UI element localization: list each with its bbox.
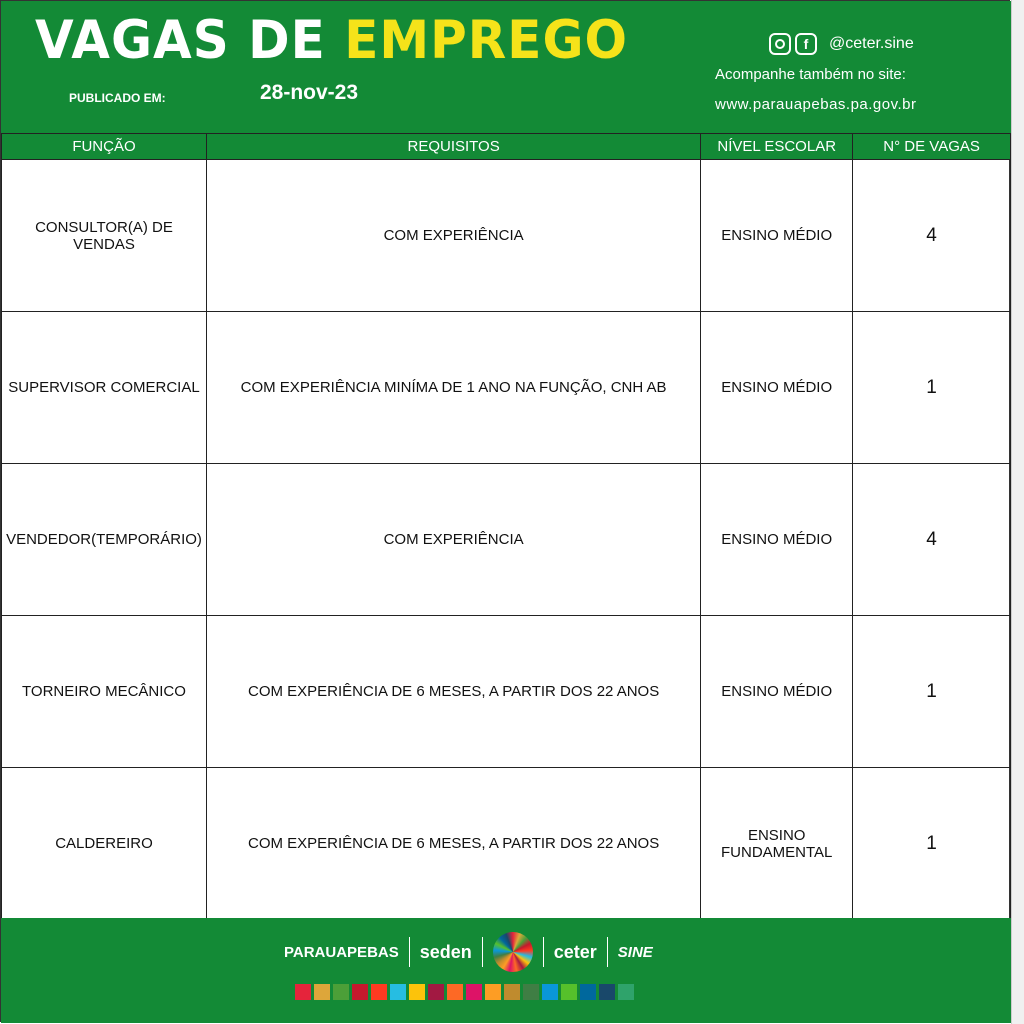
sdg-goal-icon	[599, 984, 615, 1000]
social-links	[769, 33, 914, 55]
parauapebas-logo: PARAUAPEBAS	[284, 943, 399, 961]
column-header: N° DE VAGAS	[853, 134, 1011, 160]
title-white: VAGAS DE	[35, 9, 326, 71]
column-header: FUNÇÃO	[2, 134, 207, 160]
published-date: 28-nov-23	[260, 81, 359, 104]
sdg-goal-icon	[409, 984, 425, 1000]
column-header: NÍVEL ESCOLAR	[701, 134, 853, 160]
sdg-goal-icon	[314, 984, 330, 1000]
job-title-cell: TORNEIRO MECÂNICO	[2, 616, 207, 768]
openings-cell: 4	[853, 464, 1011, 616]
social-handle[interactable]: @ceter.sine	[829, 35, 914, 52]
sdg-goal-icon	[333, 984, 349, 1000]
sdg-wheel-logo	[493, 932, 533, 972]
column-header: REQUISITOS	[206, 134, 700, 160]
sdg-goal-icon	[561, 984, 577, 1000]
website-link[interactable]: www.parauapebas.pa.gov.br	[715, 96, 917, 113]
partner-logos	[284, 932, 653, 972]
education-cell: ENSINO MÉDIO	[701, 616, 853, 768]
jobs-table	[1, 133, 1011, 920]
education-cell: ENSINO MÉDIO	[701, 160, 853, 312]
table-header-row	[2, 134, 1011, 160]
sdg-goal-icon	[371, 984, 387, 1000]
openings-cell: 1	[853, 768, 1011, 920]
requirements-cell: COM EXPERIÊNCIA DE 6 MESES, A PARTIR DOS 22 ANOS	[206, 616, 700, 768]
sdg-goal-icon	[580, 984, 596, 1000]
instagram-icon[interactable]	[769, 33, 791, 55]
sine-logo: SINE	[617, 943, 653, 961]
sdg-goal-icon	[485, 984, 501, 1000]
seden-logo: seden	[419, 941, 472, 962]
table-row	[2, 768, 1011, 920]
openings-cell: 1	[853, 312, 1011, 464]
scrollbar[interactable]	[1011, 0, 1024, 1024]
education-cell: ENSINO FUNDAMENTAL	[701, 768, 853, 920]
openings-cell: 1	[853, 616, 1011, 768]
sdg-goal-icon	[542, 984, 558, 1000]
job-title-cell: VENDEDOR(TEMPORÁRIO)	[2, 464, 207, 616]
ceter-logo: ceter	[553, 941, 597, 962]
job-title-cell: SUPERVISOR COMERCIAL	[2, 312, 207, 464]
openings-cell: 4	[853, 160, 1011, 312]
sdg-goal-icon	[466, 984, 482, 1000]
table-row	[2, 312, 1011, 464]
requirements-cell: COM EXPERIÊNCIA	[206, 160, 700, 312]
sdg-goal-icon	[504, 984, 520, 1000]
sdg-goal-icon	[428, 984, 444, 1000]
sdg-goal-icon	[523, 984, 539, 1000]
footer	[1, 918, 1011, 1023]
sdg-goal-icon	[618, 984, 634, 1000]
header	[1, 1, 1011, 133]
requirements-cell: COM EXPERIÊNCIA DE 6 MESES, A PARTIR DOS 22 ANOS	[206, 768, 700, 920]
table-row	[2, 464, 1011, 616]
sdg-goal-icon	[390, 984, 406, 1000]
page-title	[35, 10, 628, 71]
education-cell: ENSINO MÉDIO	[701, 312, 853, 464]
sdg-icons	[295, 984, 634, 1000]
title-yellow: EMPREGO	[344, 9, 628, 71]
requirements-cell: COM EXPERIÊNCIA MINÍMA DE 1 ANO NA FUNÇÃO, CNH AB	[206, 312, 700, 464]
sdg-goal-icon	[295, 984, 311, 1000]
follow-text: Acompanhe também no site:	[715, 66, 906, 83]
table-row	[2, 616, 1011, 768]
job-title-cell: CALDEREIRO	[2, 768, 207, 920]
table-row	[2, 160, 1011, 312]
education-cell: ENSINO MÉDIO	[701, 464, 853, 616]
published-label: PUBLICADO EM:	[69, 91, 166, 105]
job-title-cell: CONSULTOR(A) DE VENDAS	[2, 160, 207, 312]
sdg-goal-icon	[447, 984, 463, 1000]
facebook-icon[interactable]: f	[795, 33, 817, 55]
requirements-cell: COM EXPERIÊNCIA	[206, 464, 700, 616]
sdg-goal-icon	[352, 984, 368, 1000]
